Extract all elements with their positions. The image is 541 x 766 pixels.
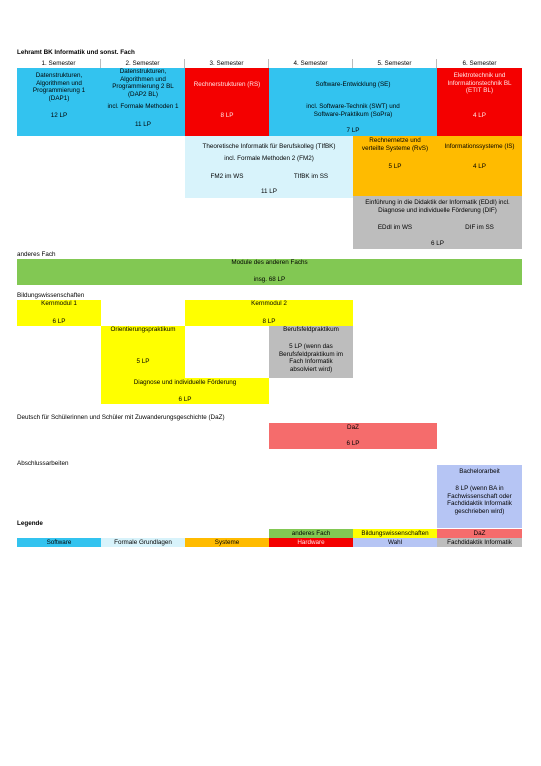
kernmodul-2-name: Kernmodul 2 [251, 300, 287, 307]
module-orientierungspraktikum [101, 326, 185, 378]
module-se-sub: incl. Software-Technik (SWT) und Software-Praktikum (SoPra) [306, 103, 400, 118]
legend-daz: DaZ [437, 529, 522, 538]
module-se [269, 68, 437, 136]
module-dap2-sub: incl. Formale Methoden 1 [107, 103, 179, 110]
module-eddi-ws: EDdI im WS [377, 224, 413, 231]
kernmodul-1-lp: 6 LP [52, 318, 66, 325]
module-tifbk [185, 136, 353, 198]
diagnose-foerderung-lp: 6 LP [178, 396, 192, 403]
module-daz [269, 423, 437, 449]
module-dap1-name: Datenstrukturen, Algorithmen und Programmierung 1 (DAP1) [32, 72, 86, 102]
module-tifbk-lp: 11 LP [261, 188, 277, 195]
module-tifbk-name: Theoretische Informatik für Berufskolleg (TIfBK) [202, 143, 336, 150]
module-is [437, 136, 522, 196]
diagnose-foerderung-name: Diagnose und individuelle Förderung [133, 379, 237, 386]
module-eddi-lp: 6 LP [431, 240, 444, 247]
semester-4-header: 4. Semester [269, 59, 353, 68]
education-heading: Bildungswissenschaften [17, 292, 85, 299]
berufsfeldpraktikum-lp: 5 LP (wenn das Berufsfeldpraktikum im Fach Informatik absolviert wird) [278, 343, 344, 373]
module-rvs-lp: 5 LP [388, 163, 402, 170]
semester-6-header: 6. Semester [462, 60, 497, 67]
legend-didactics: Fachdidaktik Informatik [437, 538, 522, 547]
other-subject-heading: anderes Fach [17, 251, 56, 258]
semester-5-header: 5. Semester [353, 59, 437, 68]
module-se-name: Software-Entwicklung (SE) [315, 81, 391, 88]
module-rvs [353, 136, 437, 196]
module-tifbk-ss: TIfBK im SS [293, 173, 329, 180]
legend-formal: Formale Grundlagen [101, 538, 185, 547]
daz-heading: Deutsch für Schülerinnen und Schüler mit Zuwanderungsgeschichte (DaZ) [17, 414, 225, 421]
legend-systems: Systeme [185, 538, 269, 547]
page-title: Lehramt BK Informatik und sonst. Fach [17, 49, 135, 56]
module-etit-name: Elektrotechnik und Informationstechnik BL (ETIT BL) [447, 72, 512, 95]
daz-lp: 6 LP [346, 440, 360, 447]
module-dap1-lp: 12 LP [50, 112, 68, 119]
module-etit [437, 68, 522, 136]
module-tifbk-sub: incl. Formale Methoden 2 (FM2) [224, 155, 314, 162]
module-rs-name: Rechnerstrukturen (RS) [193, 81, 261, 88]
module-other-subject [17, 259, 522, 285]
orientierungspraktikum-lp: 5 LP [136, 358, 150, 365]
semester-3-header: 3. Semester [185, 59, 269, 68]
module-berufsfeldpraktikum [269, 326, 353, 378]
legend-education: Bildungswissenschaften [353, 529, 437, 538]
final-heading: Abschlussarbeiten [17, 460, 69, 467]
orientierungspraktikum-name: Orientierungspraktikum [110, 326, 176, 333]
module-rs-lp: 8 LP [220, 112, 234, 119]
bachelorarbeit-name: Bachelorarbeit [459, 468, 500, 475]
legend-heading: Legende [17, 520, 43, 527]
module-eddi-name: Einführung in die Didaktik der Informatik (EDdI) incl. Diagnose und individuelle Förderung (DIF) [365, 199, 510, 214]
other-subject-lp: insg. 68 LP [253, 276, 286, 283]
module-tifbk-ws: FM2 im WS [210, 173, 244, 180]
module-se-lp: 7 LP [346, 127, 360, 134]
kernmodul-1-name: Kernmodul 1 [41, 300, 77, 307]
legend-choice: Wahl [353, 538, 437, 547]
module-dap2-name: Datenstrukturen, Algorithmen und Programmierung 2 BL (DAP2 BL) [112, 68, 174, 98]
other-subject-name: Module des anderen Fachs [231, 259, 308, 266]
module-eddi-ss: DIF im SS [465, 224, 494, 231]
semester-1-header: 1. Semester [17, 59, 101, 68]
module-bachelorarbeit [437, 465, 522, 528]
module-is-name: Informationssysteme (IS) [444, 143, 515, 150]
module-diagnose-foerderung [101, 378, 269, 404]
module-dap1 [17, 68, 101, 126]
module-dap2 [101, 68, 185, 126]
module-dap2-lp: 11 LP [135, 121, 151, 126]
module-rvs-name: Rechnernetze und verteilte Systeme (RvS) [361, 137, 429, 152]
daz-name: DaZ [347, 424, 359, 431]
kernmodul-2-lp: 8 LP [262, 318, 276, 325]
legend-software: Software [17, 538, 101, 547]
berufsfeldpraktikum-name: Berufsfeldpraktikum [283, 326, 339, 333]
semester-2-header: 2. Semester [101, 59, 185, 68]
module-kernmodul-1 [17, 300, 101, 326]
module-kernmodul-2 [185, 300, 353, 326]
module-eddi [353, 196, 522, 249]
module-rs [185, 68, 269, 136]
module-etit-lp: 4 LP [473, 112, 486, 119]
module-is-lp: 4 LP [473, 163, 486, 170]
legend-other-subject: anderes Fach [269, 529, 353, 538]
legend-hardware: Hardware [269, 538, 353, 547]
bachelorarbeit-lp: 8 LP (wenn BA in Fachwissenschaft oder Fachdidaktik Informatik geschrieben wird) [447, 485, 512, 515]
